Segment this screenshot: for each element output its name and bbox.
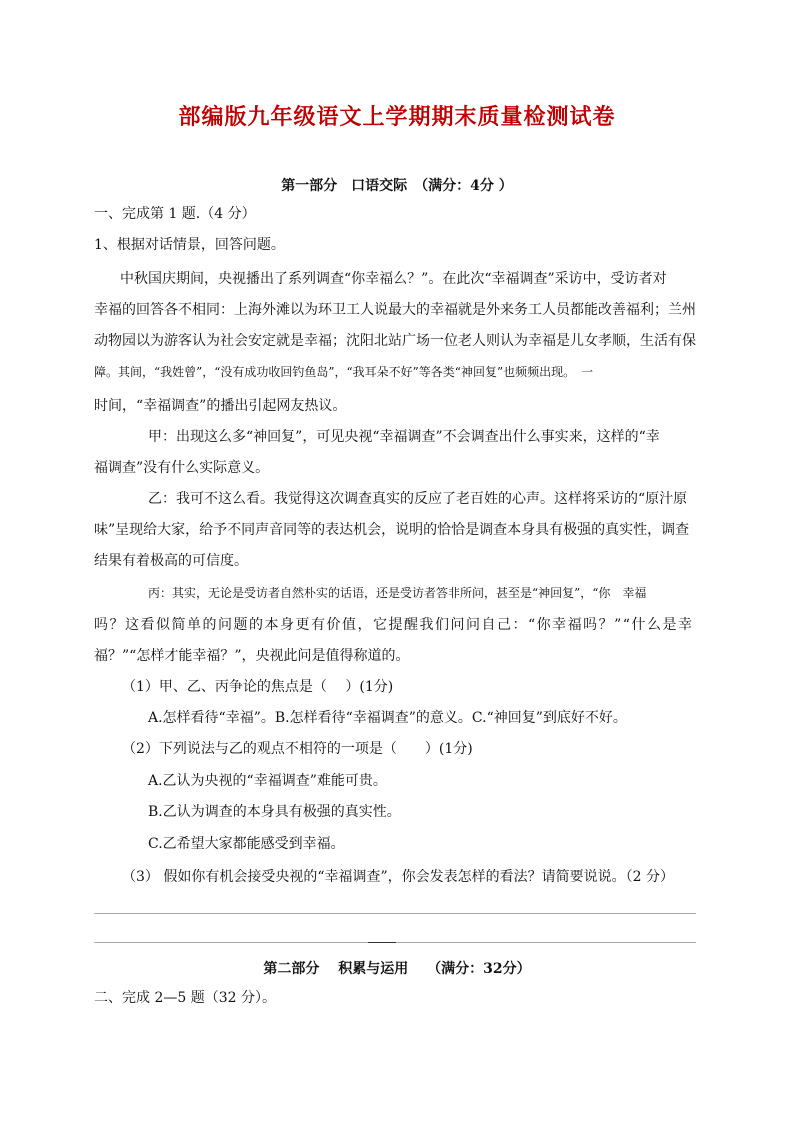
speaker-yi: 味”呈现给大家，给予不同声音同等的表达机会，说明的恰恰是调查本身具有极强的真实性，调查 (94, 522, 690, 538)
passage-line: 时间，“幸福调查”的播出引起网友热议。 (94, 398, 347, 414)
passage-line: 幸福的回答各不相同：上海外滩以为环卫工人说最大的幸福就是外来务工人员都能改善福利；兰州 (94, 302, 696, 318)
passage-line: 动物园以为游客认为社会安定就是幸福；沈阳北站广场一位老人则认为幸福是儿女孝顺，生活有保 (94, 333, 696, 349)
subquestion-2-option-a: A.乙认为央视的“幸福调查”难能可贵。 (148, 773, 387, 789)
subquestion-1-options: A.怎样看待“幸福”。B.怎样看待“幸福调查”的意义。C.“神回复”到底好不好。 (148, 710, 627, 726)
speaker-jia: 福调查”没有什么实际意义。 (94, 460, 270, 476)
subquestion-2-option-b: B.乙认为调查的本身具有极强的真实性。 (148, 804, 401, 820)
speaker-bing: 福？”“怎样才能幸福？”，央视此问是值得称道的。 (94, 648, 410, 664)
subquestion-1: （1）甲、乙、丙争论的焦点是（ ）(1分) (122, 679, 394, 695)
section-one-label: 一、完成第 1 题.（4 分） (94, 206, 256, 222)
speaker-bing: 丙：其实，无论是受访者自然朴实的话语，还是受访者答非所问，甚至是“神回复”，“你 幸福 (148, 586, 647, 600)
speaker-yi: 结果有着极高的可信度。 (94, 553, 248, 569)
answer-line (94, 913, 696, 914)
speaker-jia: 甲：出现这么多“神回复”，可见央视“幸福调查”不会调查出什么事实来，这样的“幸 (148, 429, 660, 445)
part2-heading: 第二部分 积累与运用 （满分：32分） (263, 961, 531, 977)
speaker-bing: 吗？这看似简单的问题的本身更有价值，它提醒我们问问自己：“你幸福吗？”“什么是幸 (94, 617, 694, 633)
divider (368, 942, 396, 943)
part1-heading: 第一部分 口语交际 （满分：4分 ） (281, 178, 513, 194)
subquestion-3: （3） 假如你有机会接受央视的“幸福调查”，你会发表怎样的看法？请简要说说。（2 分） (122, 869, 675, 885)
passage-line: 障。其间，“我姓曾”，“没有成功收回钓鱼岛”，“我耳朵不好”等各类“神回复”也频频出现。 一 (94, 365, 594, 379)
subquestion-2: （2）下列说法与乙的观点不相符的一项是（ ）(1分) (122, 741, 473, 757)
page-title: 部编版九年级语文上学期期末质量检测试卷 (178, 104, 616, 130)
question-1: 1、根据对话情景，回答问题。 (94, 237, 285, 253)
subquestion-2-option-c: C.乙希望大家都能感受到幸福。 (148, 836, 345, 852)
passage-line: 中秋国庆期间，央视播出了系列调查“你幸福么？”。在此次“幸福调查”采访中，受访者对 (120, 271, 667, 287)
speaker-yi: 乙：我可不这么看。我觉得这次调查真实的反应了老百姓的心声。这样将采访的“原汁原 (148, 491, 688, 507)
section-two-label: 二、完成 2—5 题（32 分）。 (94, 990, 276, 1006)
